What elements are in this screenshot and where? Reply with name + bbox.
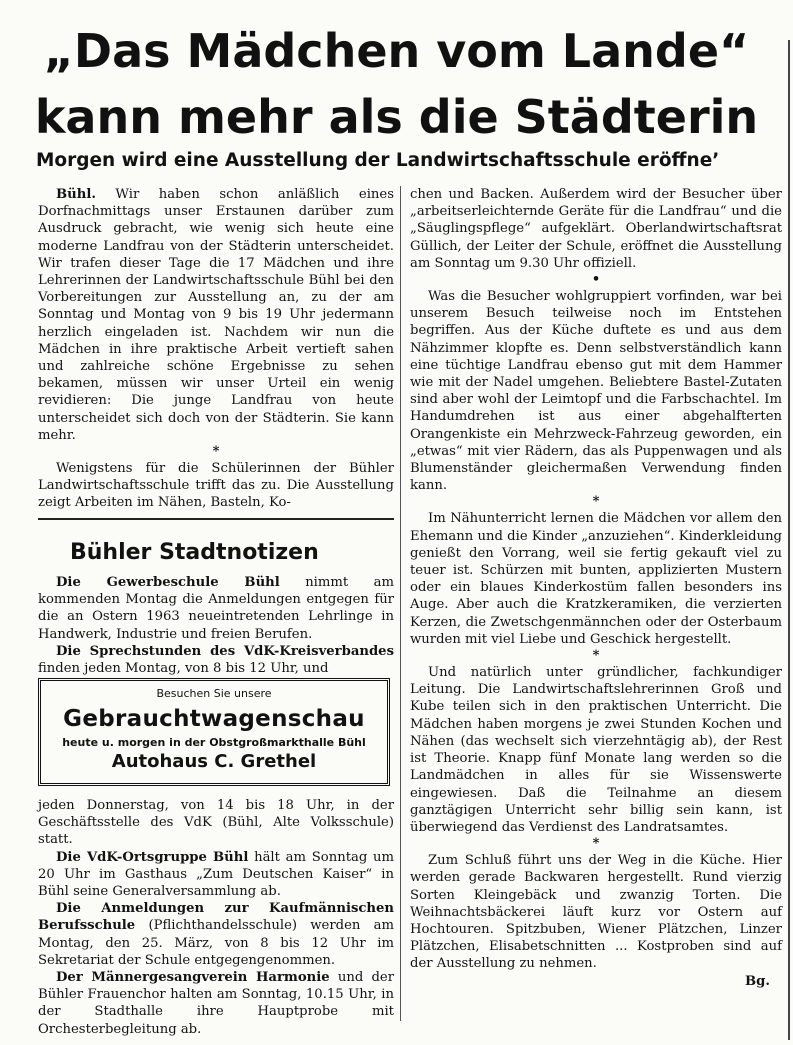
ad-company: Autohaus C. Grethel bbox=[111, 751, 317, 772]
notes-column-bottom bbox=[38, 797, 394, 1038]
section-separator: • bbox=[591, 272, 601, 288]
dateline: Bühl. bbox=[56, 187, 96, 202]
note-item bbox=[38, 643, 394, 677]
note-lead: Der Männergesangverein Harmonie bbox=[56, 970, 330, 986]
headline-line-2: kann mehr als die Städterin bbox=[34, 90, 759, 144]
subheadline: Morgen wird eine Ausstellung der Landwirtschaftsschule eröffne’ bbox=[36, 150, 720, 171]
section-rule bbox=[38, 518, 394, 520]
article-column-left bbox=[38, 186, 394, 512]
section-separator: * bbox=[592, 494, 600, 510]
article-paragraph: Was die Besucher wohlgruppiert vorfinden, war bei unserem Besuch teilweise noch im Entstehen begriffen. Aus der Küche duftete es und aus dem Nähzimmer klopfte es. Denn selbstverständlich kann eine tüchtige Landfrau ebenso gut mit dem Hammer wie mit der Nadel umgehen. Beliebtere Bastel-Zutaten sind aber wohl der Leimtopf und die Farbschachtel. Im Handumdrehen ist aus einer abgehalfterten Orangenkiste ein Mehrzweck-Fahrzeug geworden, ein „etwas“ mit vier Rädern, das als Puppenwagen und als Blumenständer gleichermaßen Verwendung finden kann. bbox=[410, 289, 782, 494]
note-lead: Die Sprechstunden des VdK-Kreisverbandes bbox=[56, 643, 394, 659]
note-text: hält am Sonntag um 20 Uhr im Gasthaus „Zum Deutschen Kaiser“ in Bühl seine Generalversammlung ab. bbox=[38, 849, 394, 900]
article-paragraph: Zum Schluß führt uns der Weg in die Küche. Hier werden gerade Backwaren hergestellt. Rund vierzig Sorten Kleingebäck und zwanzig Torten. Die Weihnachtsbäckerei läuft kurz vor Ostern auf Hochtouren. Spitzbuben, Wiener Plätzchen, Linzer Plätzchen, Elisabetschnitten ... Kostproben sind auf der Ausstellung zu nehmen. bbox=[410, 853, 782, 972]
article-paragraph: Im Nähunterricht lernen die Mädchen vor allem den Ehemann und die Kinder „anzuziehen“. Kinderkleidung genießt den Vorrang, weil sie fertig gekauft viel zu teuer ist. Schürzen mit bunten, applizierten Mustern oder ein blaues Kinderkostüm fallen besonders ins Auge. Aber auch die Kratzkeramiken, die verzierten Kerzen, die Zwetschgenmännchen oder der Osterbaum wurden mit viel Liebe und Geschick hergestellt. bbox=[410, 511, 782, 647]
headline-line-1: „Das Mädchen vom Lande“ bbox=[43, 24, 750, 78]
article-text: Wir haben schon anläßlich eines Dorfnachmittags unser Erstaunen darüber zum Ausdruck gebracht, wie wenig sich heute eine moderne Landfrau von der Städterin unterscheidet. Wir trafen dieser Tage die 17 Mädchen und ihre Lehrerinnen der Landwirtschaftsschule Bühl bei den Vorbereitungen zur Ausstellung an, zu der am Sonntag und Montag von 9 bis 19 Uhr jedermann herzlich eingeladen ist. Nachdem wir nun die Mädchen in ihre praktische Arbeit vertieft sahen und zahlreiche schöne Ergebnisse zu sehen bekamen, müssen wir unser Urteil ein wenig revidieren: Die junge Landfrau von heute unterscheidet sich doch von der Städterin. Sie kann mehr. bbox=[38, 187, 394, 443]
section-separator: * bbox=[592, 836, 600, 852]
section-separator: * bbox=[212, 444, 220, 460]
article-column-right bbox=[410, 186, 782, 990]
note-text: und der Bühler Frauenchor halten am Sonntag, 10.15 Uhr, in der Stadthalle ihre Hauptprobe mit Orchesterbegleitung ab. bbox=[38, 970, 394, 1037]
ad-intro: Besuchen Sie unsere bbox=[156, 687, 272, 700]
article-paragraph: Und natürlich unter gründlicher, fachkundiger Leitung. Die Landwirtschaftslehrerinnen Groß und Kube teilen sich in den praktischen Unterricht. Die Mädchen haben morgens je zwei Stunden Kochen und Nähen (das wechselt sich vierzehntägig ab), der Rest ist Theorie. Knapp fünf Monate lang werden so die Landmädchen in alles für sie Wissenswerte eingewiesen. Daß die Teilnahme an diesem ganztägigen Unterricht sehr billig sein kann, ist überwiegend das Verdienst des Landratsamtes. bbox=[410, 665, 782, 835]
notes-section-title: Bühler Stadtnotizen bbox=[70, 540, 319, 565]
ad-title: Gebrauchtwagenschau bbox=[63, 706, 365, 732]
note-item bbox=[38, 969, 394, 1038]
note-lead: Die Gewerbeschule Bühl bbox=[56, 575, 280, 590]
section-separator: * bbox=[592, 648, 600, 664]
note-item bbox=[38, 849, 394, 901]
note-lead: Die VdK-Ortsgruppe Bühl bbox=[56, 849, 249, 865]
advertisement-box bbox=[38, 678, 390, 786]
note-item bbox=[38, 574, 394, 643]
note-text: finden jeden Montag, von 8 bis 12 Uhr, und bbox=[38, 661, 329, 677]
note-lead: Die Anmeldungen zur Kaufmännischen Berufsschule bbox=[38, 901, 394, 934]
article-paragraph: chen und Backen. Außerdem wird der Besucher über „arbeitserleichternde Geräte für die Landfrau“ und die „Säuglingspflege“ aufgeklärt. Oberlandwirtschaftsrat Güllich, der Leiter der Schule, eröffnet die Ausstellung am Sonntag um 9.30 Uhr offiziell. bbox=[410, 187, 782, 271]
note-text: nimmt am kommenden Montag die Anmeldungen entgegen für die an Ostern 1963 neueintretenden Lehrlinge in Handwerk, Industrie und freien Berufen. bbox=[38, 575, 394, 642]
ad-location: heute u. morgen in der Obstgroßmarkthalle Bühl bbox=[62, 736, 366, 749]
note-item bbox=[38, 900, 394, 969]
note-text: (Pflichthandelsschule) werden am Montag, den 25. März, von 8 bis 12 Uhr im Sekretariat der Schule entgegengenommen. bbox=[38, 918, 394, 968]
note-continuation: jeden Donnerstag, von 14 bis 18 Uhr, in der Geschäftsstelle des VdK (Bühl, Alte Volksschule) statt. bbox=[38, 798, 394, 848]
column-divider bbox=[400, 186, 401, 1021]
article-paragraph: Wenigstens für die Schülerinnen der Bühler Landwirtschaftsschule trifft das zu. Die Ausstellung zeigt Arbeiten im Nähen, Basteln, Ko- bbox=[38, 461, 394, 511]
notes-column-top bbox=[38, 574, 394, 677]
page-edge-rule bbox=[788, 40, 790, 1040]
article-paragraph bbox=[38, 186, 394, 444]
author-signature: Bg. bbox=[745, 973, 770, 989]
